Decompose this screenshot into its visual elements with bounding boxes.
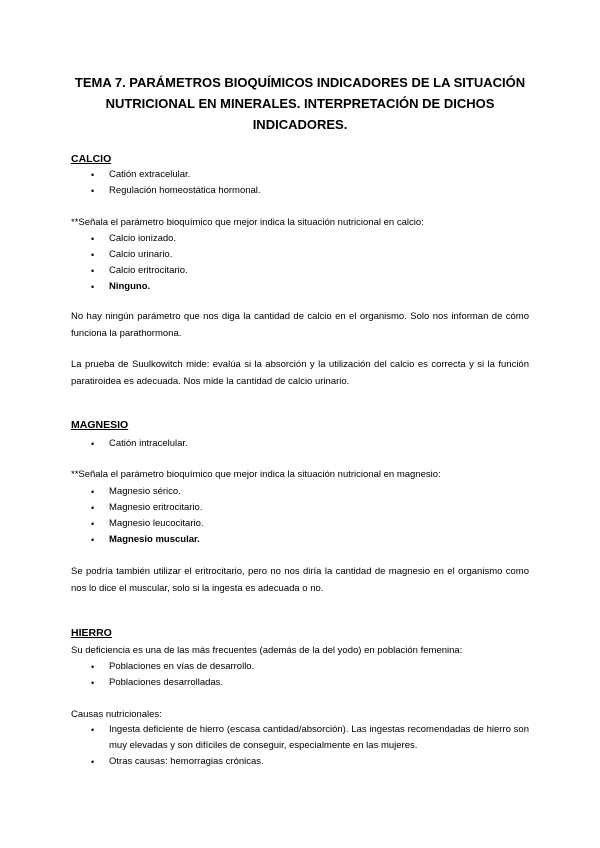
list-item: • Magnesio eritrocitario.	[71, 500, 529, 516]
bullet-icon: •	[91, 503, 95, 513]
list-item: • Magnesio leucocitario.	[71, 516, 529, 532]
bullet-icon: •	[91, 250, 95, 260]
section-heading-calcio: CALCIO	[71, 153, 112, 165]
list-item: • Poblaciones en vías de desarrollo.	[71, 659, 529, 675]
bullet-icon: •	[91, 519, 95, 529]
bullet-icon: •	[91, 487, 95, 497]
hierro-bullet-list	[71, 659, 529, 691]
bullet-icon: •	[91, 535, 95, 545]
hierro-causes-list	[71, 722, 529, 770]
calcio-paragraph-1: No hay ningún parámetro que nos diga la cantidad de calcio en el organismo. Solo nos informan de cómo funciona la parathormona.	[71, 311, 529, 339]
section-heading-hierro: HIERRO	[71, 627, 112, 639]
bullet-icon: •	[91, 439, 95, 449]
list-item: • Calcio urinario.	[71, 247, 529, 263]
bullet-icon: •	[91, 170, 95, 180]
list-item: • Otras causas: hemorragias crónicas.	[71, 754, 529, 770]
bullet-icon: •	[91, 266, 95, 276]
list-item: • Magnesio sérico.	[71, 484, 529, 500]
bullet-icon: •	[91, 662, 95, 672]
document-title: TEMA 7. PARÁMETROS BIOQUÍMICOS INDICADORES DE LA SITUACIÓN NUTRICIONAL EN MINERALES. INTERPRETACIÓN DE DICHOS INDICADORES.	[74, 75, 526, 132]
magnesio-options-list	[71, 484, 529, 548]
magnesio-bullet-list	[71, 436, 529, 452]
calcio-question: **Señala el parámetro bioquímico que mejor indica la situación nutricional en calcio:	[71, 217, 424, 228]
bullet-icon: •	[91, 234, 95, 244]
list-item: • Poblaciones desarrolladas.	[71, 675, 529, 691]
list-item: • Ninguno.	[71, 279, 529, 295]
list-item: • Magnesio muscular.	[71, 532, 529, 548]
calcio-paragraph-2: La prueba de Suulkowitch mide: evalúa si la absorción y la utilización del calcio es correcta y si la función paratiroidea es adecuada. Nos mide la cantidad de calcio urinario.	[71, 359, 529, 387]
bullet-icon: •	[91, 186, 95, 196]
calcio-bullet-list	[71, 167, 529, 199]
bullet-icon: •	[91, 678, 95, 688]
list-item: • Catión intracelular.	[71, 436, 529, 452]
list-item: • Calcio eritrocitario.	[71, 263, 529, 279]
magnesio-question: **Señala el parámetro bioquímico que mejor indica la situación nutricional en magnesio:	[71, 469, 441, 480]
section-heading-magnesio: MAGNESIO	[71, 419, 129, 431]
bullet-icon: •	[91, 282, 95, 292]
list-item: • Regulación homeostática hormonal.	[71, 183, 529, 199]
magnesio-paragraph-1: Se podría también utilizar el eritrocitario, pero no nos diría la cantidad de magnesio en el organismo como nos lo dice el muscular, solo si la ingesta es adecuada o no.	[71, 566, 529, 594]
bullet-icon: •	[91, 725, 95, 735]
list-item: • Ingesta deficiente de hierro (escasa cantidad/absorción). Las ingestas recomendadas de hierro son muy elevadas y son difíciles de conseguir, especialmente en las mujeres.	[91, 724, 529, 751]
bullet-icon: •	[91, 757, 95, 767]
calcio-options-list	[71, 231, 529, 295]
hierro-intro: Su deficiencia es una de las más frecuentes (además de la del yodo) en población femenina:	[71, 645, 463, 656]
list-item: • Catión extracelular.	[71, 167, 529, 183]
hierro-causes-label: Causas nutricionales:	[71, 709, 162, 720]
list-item: • Calcio ionizado.	[71, 231, 529, 247]
